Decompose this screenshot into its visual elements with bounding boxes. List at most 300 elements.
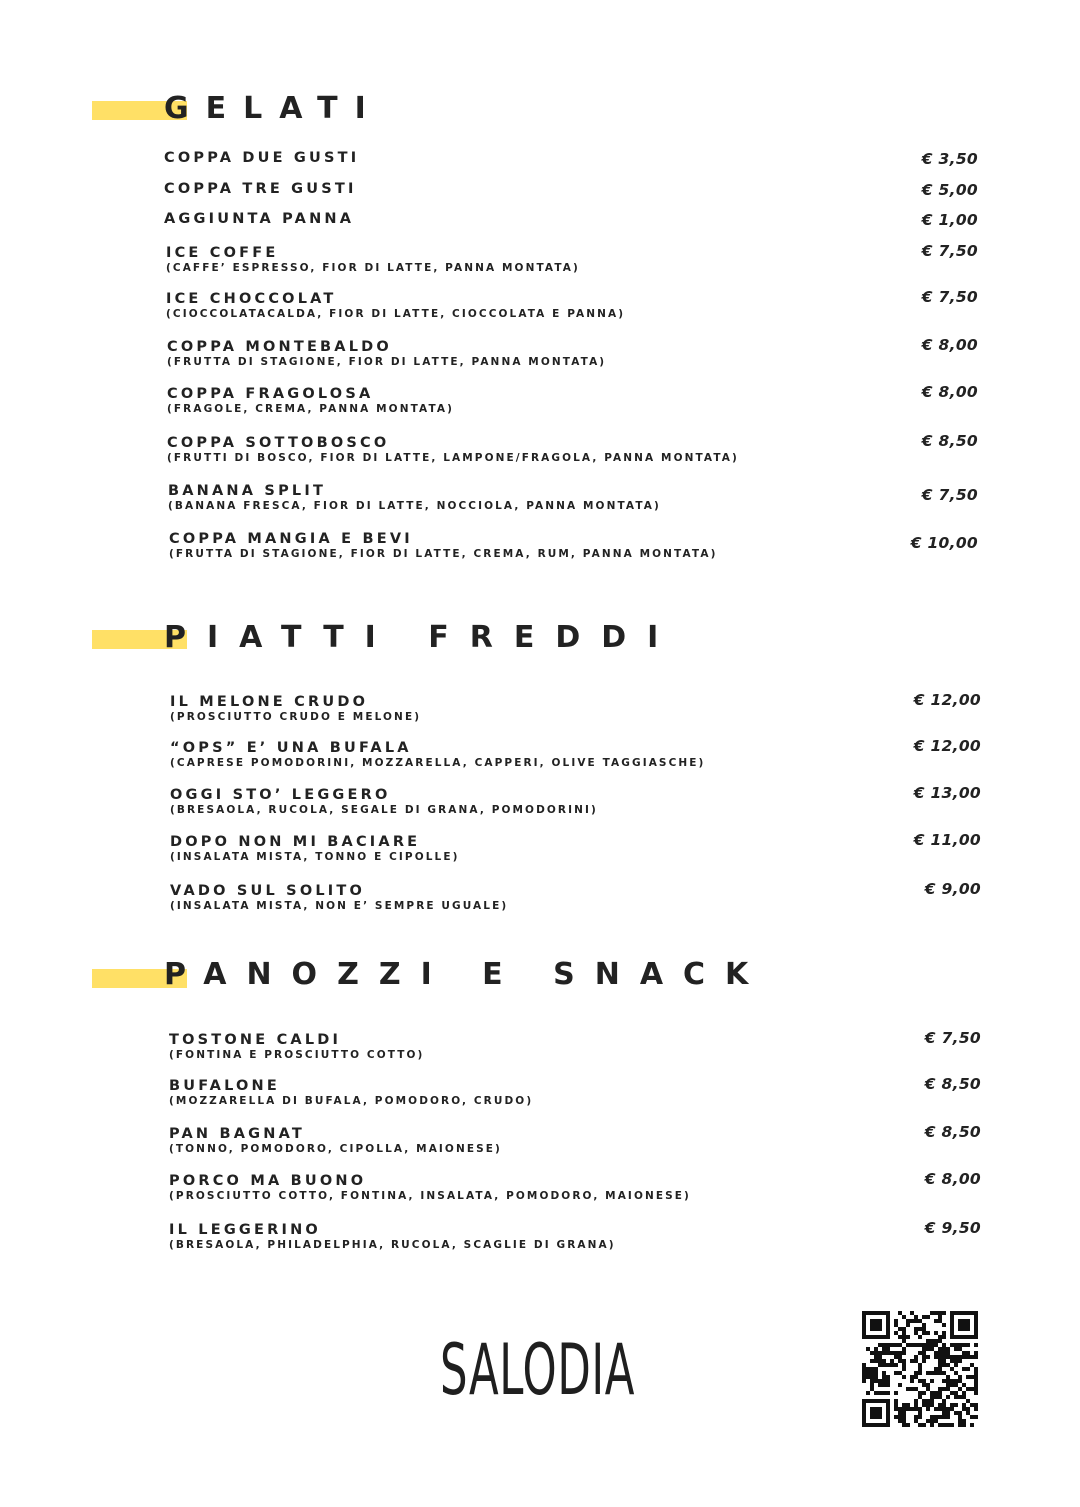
- qr-module: [974, 1371, 978, 1375]
- qr-module: [898, 1343, 902, 1347]
- qr-module: [934, 1419, 938, 1423]
- qr-module: [918, 1367, 922, 1371]
- qr-module: [930, 1339, 934, 1343]
- qr-module: [958, 1343, 962, 1347]
- qr-module: [958, 1311, 962, 1315]
- qr-module: [870, 1323, 874, 1327]
- qr-module: [962, 1323, 966, 1327]
- menu-item: [0, 1029, 1080, 1072]
- qr-module: [926, 1371, 930, 1375]
- qr-module: [898, 1383, 902, 1387]
- qr-module: [886, 1363, 890, 1367]
- qr-module: [866, 1399, 870, 1403]
- qr-module: [974, 1407, 978, 1411]
- qr-module: [902, 1403, 906, 1407]
- qr-module: [894, 1403, 898, 1407]
- qr-module: [886, 1327, 890, 1331]
- qr-module: [906, 1335, 910, 1339]
- qr-module: [958, 1359, 962, 1363]
- qr-module: [870, 1311, 874, 1315]
- qr-module: [926, 1387, 930, 1391]
- qr-module: [958, 1411, 962, 1415]
- qr-module: [914, 1355, 918, 1359]
- qr-module: [878, 1355, 882, 1359]
- item-price: € 8,50: [921, 432, 978, 450]
- item-name: “OPS” E’ UNA BUFALA: [170, 740, 412, 756]
- section-piatti-freddi: [0, 616, 1080, 660]
- qr-module: [934, 1371, 938, 1375]
- qr-module: [922, 1315, 926, 1319]
- qr-module: [874, 1319, 878, 1323]
- qr-module: [938, 1355, 942, 1359]
- section-title-rest: IATTI FREDDI: [207, 620, 680, 655]
- qr-module: [958, 1379, 962, 1383]
- qr-module: [898, 1371, 902, 1375]
- qr-module: [954, 1379, 958, 1383]
- qr-module: [866, 1423, 870, 1427]
- qr-module: [926, 1355, 930, 1359]
- qr-module: [874, 1423, 878, 1427]
- qr-module: [862, 1371, 866, 1375]
- qr-module: [874, 1311, 878, 1315]
- qr-module: [902, 1335, 906, 1339]
- qr-module: [942, 1359, 946, 1363]
- qr-module: [962, 1351, 966, 1355]
- item-name: PAN BAGNAT: [169, 1126, 305, 1142]
- qr-module: [898, 1311, 902, 1315]
- item-description: (INSALATA MISTA, NON E’ SEMPRE UGUALE): [170, 900, 509, 912]
- qr-module: [962, 1335, 966, 1339]
- qr-module: [878, 1343, 882, 1347]
- qr-module: [934, 1415, 938, 1419]
- qr-module: [958, 1355, 962, 1359]
- item-price: € 5,00: [921, 181, 978, 199]
- qr-module: [958, 1395, 962, 1399]
- qr-module: [958, 1387, 962, 1391]
- item-name: COPPA MANGIA E BEVI: [169, 531, 413, 547]
- qr-module: [870, 1423, 874, 1427]
- qr-module: [874, 1391, 878, 1395]
- qr-module: [862, 1399, 866, 1403]
- qr-module: [898, 1411, 902, 1415]
- qr-module: [934, 1331, 938, 1335]
- qr-module: [970, 1375, 974, 1379]
- qr-code-icon[interactable]: [862, 1311, 978, 1427]
- qr-module: [886, 1415, 890, 1419]
- qr-module: [882, 1335, 886, 1339]
- qr-module: [914, 1315, 918, 1319]
- qr-module: [930, 1419, 934, 1423]
- qr-module: [974, 1315, 978, 1319]
- qr-module: [922, 1327, 926, 1331]
- qr-module: [894, 1355, 898, 1359]
- qr-module: [954, 1335, 958, 1339]
- qr-module: [950, 1355, 954, 1359]
- qr-module: [954, 1391, 958, 1395]
- qr-module: [878, 1311, 882, 1315]
- qr-module: [958, 1335, 962, 1339]
- qr-module: [938, 1351, 942, 1355]
- menu-item: [0, 784, 1080, 827]
- qr-module: [926, 1383, 930, 1387]
- qr-module: [950, 1319, 954, 1323]
- qr-module: [954, 1359, 958, 1363]
- menu-item: [0, 1123, 1080, 1166]
- qr-module: [862, 1419, 866, 1423]
- qr-module: [886, 1323, 890, 1327]
- qr-module: [918, 1327, 922, 1331]
- section-title-initial: G: [164, 91, 206, 126]
- qr-module: [966, 1327, 970, 1331]
- qr-module: [862, 1319, 866, 1323]
- qr-module: [886, 1351, 890, 1355]
- qr-module: [946, 1407, 950, 1411]
- qr-module: [958, 1375, 962, 1379]
- qr-module: [902, 1331, 906, 1335]
- qr-module: [866, 1347, 870, 1351]
- item-name: ICE CHOCCOLAT: [166, 291, 337, 307]
- qr-module: [874, 1323, 878, 1327]
- qr-module: [946, 1375, 950, 1379]
- qr-module: [954, 1343, 958, 1347]
- qr-module: [882, 1399, 886, 1403]
- qr-module: [950, 1367, 954, 1371]
- qr-module: [966, 1367, 970, 1371]
- item-price: € 8,00: [921, 383, 978, 401]
- qr-module: [894, 1399, 898, 1403]
- qr-module: [914, 1371, 918, 1375]
- item-name: IL MELONE CRUDO: [170, 694, 369, 710]
- qr-module: [874, 1359, 878, 1363]
- qr-module: [862, 1327, 866, 1331]
- qr-module: [970, 1311, 974, 1315]
- qr-module: [886, 1379, 890, 1383]
- menu-item: [0, 383, 1080, 426]
- qr-module: [894, 1415, 898, 1419]
- item-name: COPPA MONTEBALDO: [167, 339, 392, 355]
- item-price: € 9,50: [924, 1219, 981, 1237]
- qr-module: [918, 1343, 922, 1347]
- qr-module: [910, 1319, 914, 1323]
- qr-module: [870, 1351, 874, 1355]
- qr-module: [950, 1323, 954, 1327]
- qr-module: [922, 1355, 926, 1359]
- item-description: (BRESAOLA, RUCOLA, SEGALE DI GRANA, POMODORINI): [170, 804, 598, 816]
- qr-module: [910, 1375, 914, 1379]
- qr-module: [938, 1423, 942, 1427]
- brand-name: SALODIA: [440, 1329, 636, 1411]
- menu-item: [0, 531, 1080, 571]
- qr-module: [974, 1383, 978, 1387]
- qr-module: [882, 1343, 886, 1347]
- qr-module: [958, 1319, 962, 1323]
- qr-module: [938, 1395, 942, 1399]
- qr-module: [922, 1323, 926, 1327]
- qr-module: [886, 1407, 890, 1411]
- qr-module: [926, 1399, 930, 1403]
- qr-module: [918, 1415, 922, 1419]
- qr-module: [954, 1411, 958, 1415]
- qr-module: [886, 1383, 890, 1387]
- qr-module: [950, 1343, 954, 1347]
- qr-module: [862, 1367, 866, 1371]
- qr-module: [938, 1371, 942, 1375]
- qr-module: [914, 1343, 918, 1347]
- qr-module: [890, 1343, 894, 1347]
- qr-module: [946, 1395, 950, 1399]
- qr-module: [906, 1423, 910, 1427]
- qr-module: [970, 1335, 974, 1339]
- qr-module: [874, 1327, 878, 1331]
- item-description: (CIOCCOLATACALDA, FIOR DI LATTE, CIOCCOLATA E PANNA): [166, 308, 626, 320]
- qr-module: [866, 1367, 870, 1371]
- menu-item: [0, 831, 1080, 874]
- qr-module: [942, 1331, 946, 1335]
- menu-item: [0, 737, 1080, 780]
- qr-module: [882, 1383, 886, 1387]
- item-name: COPPA SOTTOBOSCO: [167, 435, 390, 451]
- qr-module: [946, 1415, 950, 1419]
- qr-module: [862, 1411, 866, 1415]
- qr-module: [926, 1331, 930, 1335]
- qr-module: [974, 1319, 978, 1323]
- qr-module: [862, 1335, 866, 1339]
- qr-module: [882, 1363, 886, 1367]
- item-price: € 7,50: [921, 242, 978, 260]
- qr-module: [938, 1339, 942, 1343]
- item-price: € 9,00: [924, 880, 981, 898]
- item-description: (FRUTTI DI BOSCO, FIOR DI LATTE, LAMPONE/FRAGOLA, PANNA MONTATA): [167, 452, 739, 464]
- qr-module: [886, 1331, 890, 1335]
- qr-module: [966, 1335, 970, 1339]
- qr-module: [958, 1347, 962, 1351]
- qr-module: [938, 1363, 942, 1367]
- qr-module: [882, 1379, 886, 1383]
- item-description: (PROSCIUTTO CRUDO E MELONE): [170, 711, 422, 723]
- qr-module: [918, 1351, 922, 1355]
- qr-module: [954, 1363, 958, 1367]
- item-description: (CAPRESE POMODORINI, MOZZARELLA, CAPPERI, OLIVE TAGGIASCHE): [170, 757, 706, 769]
- qr-module: [906, 1323, 910, 1327]
- qr-module: [870, 1399, 874, 1403]
- qr-module: [918, 1363, 922, 1367]
- qr-module: [898, 1415, 902, 1419]
- qr-module: [906, 1407, 910, 1411]
- qr-module: [878, 1407, 882, 1411]
- qr-module: [866, 1391, 870, 1395]
- qr-module: [870, 1407, 874, 1411]
- qr-module: [942, 1411, 946, 1415]
- item-price: € 8,00: [924, 1170, 981, 1188]
- qr-module: [870, 1379, 874, 1383]
- qr-module: [946, 1351, 950, 1355]
- item-description: (FRUTTA DI STAGIONE, FIOR DI LATTE, PANNA MONTATA): [167, 356, 607, 368]
- menu-item: [0, 691, 1080, 734]
- qr-module: [882, 1371, 886, 1375]
- qr-module: [910, 1359, 914, 1363]
- qr-module: [926, 1403, 930, 1407]
- qr-module: [946, 1423, 950, 1427]
- qr-module: [902, 1347, 906, 1351]
- qr-module: [946, 1379, 950, 1383]
- qr-module: [962, 1355, 966, 1359]
- qr-module: [886, 1391, 890, 1395]
- qr-module: [894, 1407, 898, 1411]
- qr-module: [918, 1407, 922, 1411]
- qr-module: [902, 1415, 906, 1419]
- qr-module: [962, 1383, 966, 1387]
- qr-module: [962, 1391, 966, 1395]
- qr-module: [942, 1363, 946, 1367]
- qr-module: [902, 1359, 906, 1363]
- qr-module: [938, 1347, 942, 1351]
- section-title-rest: ANOZZI E SNACK: [203, 957, 769, 992]
- qr-module: [950, 1403, 954, 1407]
- qr-module: [962, 1311, 966, 1315]
- qr-module: [886, 1375, 890, 1379]
- item-name: AGGIUNTA PANNA: [164, 211, 355, 227]
- qr-module: [962, 1319, 966, 1323]
- qr-module: [970, 1355, 974, 1359]
- qr-module: [926, 1339, 930, 1343]
- item-description: (FONTINA E PROSCIUTTO COTTO): [169, 1049, 425, 1061]
- qr-module: [966, 1311, 970, 1315]
- qr-module: [938, 1359, 942, 1363]
- qr-module: [874, 1407, 878, 1411]
- qr-module: [942, 1335, 946, 1339]
- qr-module: [946, 1363, 950, 1367]
- qr-module: [894, 1363, 898, 1367]
- qr-module: [862, 1403, 866, 1407]
- qr-module: [942, 1403, 946, 1407]
- menu-item: [0, 483, 1080, 523]
- qr-module: [974, 1355, 978, 1359]
- qr-module: [882, 1423, 886, 1427]
- qr-module: [930, 1399, 934, 1403]
- qr-module: [882, 1375, 886, 1379]
- qr-module: [922, 1379, 926, 1383]
- item-price: € 8,50: [924, 1075, 981, 1093]
- qr-module: [866, 1375, 870, 1379]
- qr-module: [942, 1343, 946, 1347]
- qr-module: [898, 1419, 902, 1423]
- qr-module: [862, 1375, 866, 1379]
- qr-module: [914, 1407, 918, 1411]
- qr-module: [942, 1355, 946, 1359]
- qr-module: [874, 1415, 878, 1419]
- item-description: (BANANA FRESCA, FIOR DI LATTE, NOCCIOLA, PANNA MONTATA): [168, 500, 661, 512]
- qr-module: [942, 1423, 946, 1427]
- item-name: COPPA DUE GUSTI: [164, 150, 360, 166]
- qr-module: [950, 1359, 954, 1363]
- qr-module: [950, 1311, 954, 1315]
- qr-module: [862, 1363, 866, 1367]
- qr-module: [874, 1399, 878, 1403]
- qr-module: [974, 1343, 978, 1347]
- qr-module: [874, 1367, 878, 1371]
- qr-module: [926, 1343, 930, 1347]
- qr-module: [934, 1367, 938, 1371]
- qr-module: [954, 1371, 958, 1375]
- section-title: [164, 953, 768, 997]
- item-name: BANANA SPLIT: [168, 483, 327, 499]
- qr-module: [918, 1335, 922, 1339]
- qr-module: [902, 1339, 906, 1343]
- qr-module: [878, 1379, 882, 1383]
- qr-module: [950, 1327, 954, 1331]
- qr-module: [930, 1347, 934, 1351]
- qr-module: [950, 1423, 954, 1427]
- qr-module: [918, 1423, 922, 1427]
- qr-module: [918, 1391, 922, 1395]
- qr-module: [874, 1355, 878, 1359]
- qr-module: [862, 1423, 866, 1427]
- qr-module: [962, 1407, 966, 1411]
- qr-module: [878, 1391, 882, 1395]
- qr-module: [878, 1327, 882, 1331]
- qr-module: [974, 1387, 978, 1391]
- qr-module: [878, 1335, 882, 1339]
- item-price: € 1,00: [921, 211, 978, 229]
- qr-module: [902, 1419, 906, 1423]
- qr-module: [942, 1387, 946, 1391]
- item-name: BUFALONE: [169, 1078, 280, 1094]
- qr-module: [914, 1415, 918, 1419]
- qr-module: [974, 1351, 978, 1355]
- qr-module: [914, 1387, 918, 1391]
- qr-module: [930, 1415, 934, 1419]
- qr-module: [970, 1403, 974, 1407]
- qr-module: [902, 1363, 906, 1367]
- qr-module: [870, 1387, 874, 1391]
- qr-module: [894, 1331, 898, 1335]
- qr-module: [938, 1403, 942, 1407]
- qr-module: [878, 1319, 882, 1323]
- qr-module: [894, 1351, 898, 1355]
- menu-item: [0, 1219, 1080, 1262]
- brand-logo: [440, 1318, 650, 1422]
- qr-module: [886, 1347, 890, 1351]
- item-description: (FRAGOLE, CREMA, PANNA MONTATA): [167, 403, 455, 415]
- menu-item: [0, 242, 1080, 285]
- qr-module: [886, 1403, 890, 1407]
- qr-module: [970, 1363, 974, 1367]
- qr-module: [878, 1411, 882, 1415]
- qr-module: [962, 1343, 966, 1347]
- qr-module: [862, 1415, 866, 1419]
- qr-module: [966, 1399, 970, 1403]
- item-name: TOSTONE CALDI: [169, 1032, 342, 1048]
- item-name: DOPO NON MI BACIARE: [170, 834, 421, 850]
- qr-module: [954, 1395, 958, 1399]
- menu-item: [0, 336, 1080, 379]
- menu-item: [0, 288, 1080, 331]
- qr-module: [938, 1311, 942, 1315]
- qr-module: [902, 1411, 906, 1415]
- qr-module: [878, 1351, 882, 1355]
- qr-module: [942, 1415, 946, 1419]
- item-description: (CAFFE’ ESPRESSO, FIOR DI LATTE, PANNA MONTATA): [166, 262, 580, 274]
- qr-module: [902, 1375, 906, 1379]
- qr-module: [942, 1371, 946, 1375]
- qr-module: [902, 1423, 906, 1427]
- qr-module: [886, 1335, 890, 1339]
- qr-module: [870, 1327, 874, 1331]
- qr-module: [894, 1371, 898, 1375]
- qr-module: [930, 1403, 934, 1407]
- qr-module: [942, 1379, 946, 1383]
- qr-module: [950, 1383, 954, 1387]
